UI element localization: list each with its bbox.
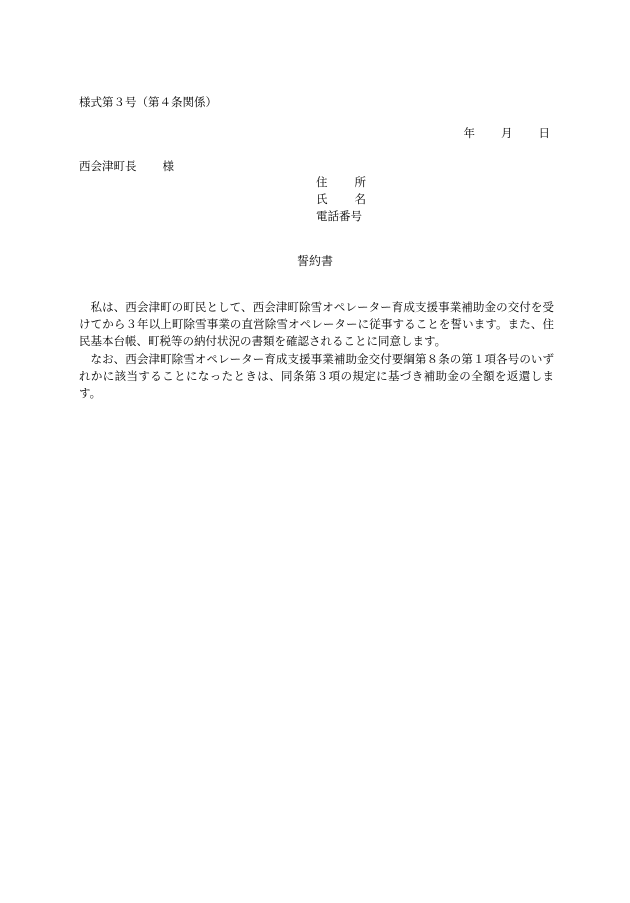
applicant-name-label <box>316 191 366 208</box>
address-char-2: 所 <box>354 175 366 189</box>
addressee <box>79 158 174 175</box>
applicant-block <box>316 174 366 225</box>
applicant-address-label <box>316 174 366 191</box>
date-day-label: 日 <box>538 126 550 140</box>
address-char-1: 住 <box>316 175 328 189</box>
body-paragraph-1: 私は、西会津町の町民として、西会津町除雪オペレーター育成支援事業補助金の交付を受けてから３年以上町除雪事業の直営除雪オペレーターに従事することを誓います。また、住民基本台帳、町税等の納付状況の書類を確認されることに同意します。 <box>79 300 554 349</box>
date-month-label: 月 <box>501 126 513 140</box>
body-paragraph-2: なお、西会津町除雪オペレーター育成支援事業補助金交付要綱第８条の第１項各号のいずれかに該当することになったときは、同条第３項の規定に基づき補助金の全額を返還します。 <box>79 351 554 401</box>
form-number: 様式第３号（第４条関係） <box>79 95 217 109</box>
addressee-name: 西会津町長 <box>79 159 137 173</box>
name-char-1: 氏 <box>316 192 328 206</box>
document-body <box>79 299 554 402</box>
document-title: 誓約書 <box>296 254 333 268</box>
applicant-phone-label: 電話番号 <box>316 209 362 223</box>
name-char-2: 名 <box>354 192 366 206</box>
date-line <box>464 125 551 142</box>
date-year-label: 年 <box>463 126 475 140</box>
addressee-honorific: 様 <box>162 159 174 173</box>
